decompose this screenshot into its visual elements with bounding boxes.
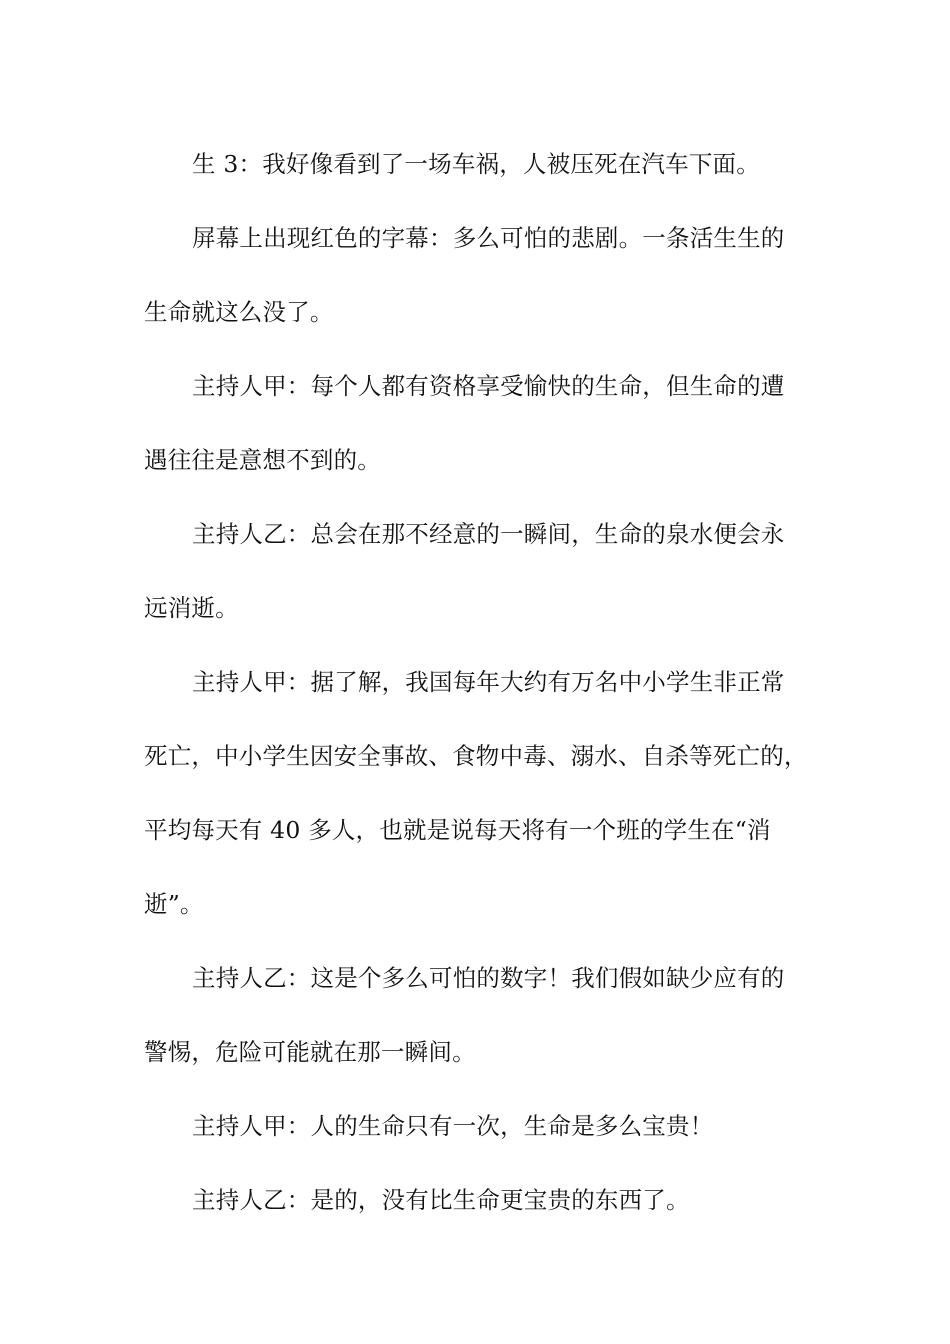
paragraph-line: 远消逝。: [144, 594, 239, 622]
paragraph-line: 主持人甲：人的生命只有一次，生命是多么宝贵！: [192, 1112, 714, 1140]
paragraph-4: [144, 497, 810, 645]
paragraph-line: 生 3：我好像看到了一场车祸，人被压死在汽车下面。: [192, 150, 760, 178]
paragraph-line: 生命就这么没了。: [144, 298, 334, 326]
paragraph-line: 平均每天有 40 多人，也就是说每天将有一个班的学生在“消: [144, 816, 771, 844]
paragraph-1: [144, 127, 810, 201]
paragraph-3: [144, 349, 810, 497]
paragraph-line: 主持人甲：每个人都有资格享受愉快的生命，但生命的遭: [192, 372, 785, 400]
paragraph-line: 主持人乙：是的，没有比生命更宝贵的东西了。: [192, 1186, 690, 1214]
document-body: [144, 127, 810, 1237]
paragraph-6: [144, 941, 810, 1089]
paragraph-2: [144, 201, 810, 349]
paragraph-line: 主持人甲：据了解，我国每年大约有万名中小学生非正常: [192, 668, 785, 696]
paragraph-line: 警惕，危险可能就在那一瞬间。: [144, 1038, 476, 1066]
paragraph-line: 遇往往是意想不到的。: [144, 446, 381, 474]
paragraph-7: [144, 1089, 810, 1163]
paragraph-line: 屏幕上出现红色的字幕：多么可怕的悲剧。一条活生生的: [192, 224, 785, 252]
paragraph-line: 主持人乙：这是个多么可怕的数字！我们假如缺少应有的: [192, 964, 785, 992]
paragraph-line: 死亡，中小学生因安全事故、食物中毒、溺水、自杀等死亡的，: [144, 742, 808, 770]
paragraph-line: 主持人乙：总会在那不经意的一瞬间，生命的泉水便会永: [192, 520, 785, 548]
paragraph-8: [144, 1163, 810, 1237]
paragraph-5: [144, 645, 810, 941]
paragraph-line: 逝”。: [144, 890, 204, 918]
